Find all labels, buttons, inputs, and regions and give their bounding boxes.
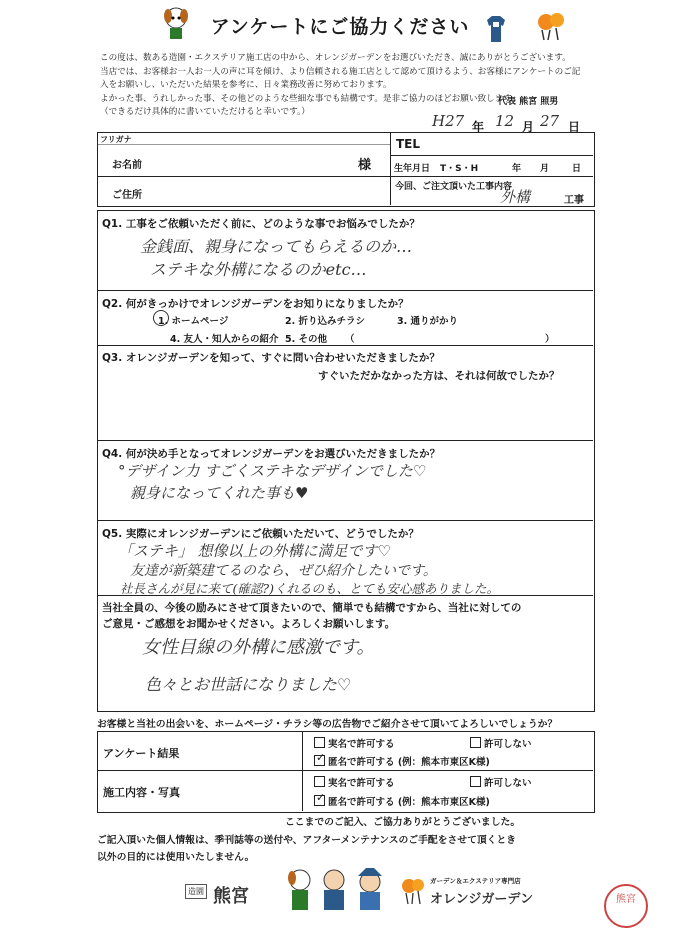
og-tagline: ガーデン＆エクステリア専門店	[430, 877, 521, 885]
intro-line: 当店では、お客様お一人お一人の声に耳を傾け、より信頼される施工店として認めて頂けるよう、お客様にアンケートのご記	[100, 66, 581, 77]
q3-sub: すぐいただかなかった方は、それは何故でしたか？	[318, 370, 560, 382]
q5-answer-line2: 友達が新築建てるのなら、ぜひ紹介したいです。	[130, 563, 437, 579]
kumamiya-small: 造園	[185, 884, 207, 899]
stamp-text: 熊宮	[616, 894, 636, 905]
checkbox-checked[interactable]	[314, 795, 325, 806]
consent-question: お客様と当社の出会いを、ホームページ・チラシ等の広告物でご紹介させて頂いてよろしいでしょうか？	[97, 719, 558, 730]
intro-line: （できるだけ具体的に書いていただけると幸いです。）	[100, 107, 310, 117]
q5-answer-line3: 社長さんが見に来て(確認?)くれるのも、とても安心感ありました。	[120, 581, 499, 596]
checkbox[interactable]	[470, 737, 481, 748]
date-era: H27	[432, 112, 465, 130]
birth-year: 年	[512, 164, 522, 174]
consent-row1-label: アンケート結果	[103, 747, 180, 760]
date-year-label: 年	[472, 120, 485, 134]
work-suffix: 工事	[564, 195, 584, 206]
q4-answer-line1: °デザイン力 すごくステキなデザインでした♡	[118, 462, 427, 480]
q2-option-5[interactable]: 5. その他	[285, 334, 328, 345]
date-day: 27	[540, 112, 560, 130]
og-name: オレンジガーデン	[430, 892, 534, 907]
checkbox-checked[interactable]	[314, 755, 325, 766]
signature: 代表 熊宮 照男	[498, 97, 559, 107]
q4-question: Q4. 何が決め手となってオレンジガーデンをお選びいただきましたか？	[102, 448, 441, 460]
row2-no-option[interactable]: 許可しない	[470, 775, 532, 789]
page-title: アンケートにご協力ください	[210, 16, 470, 38]
row1-real-option[interactable]: 実名で許可する	[314, 736, 395, 750]
row2-real-option[interactable]: 実名で許可する	[314, 775, 395, 789]
intro-line: この度は、数ある造園・エクステリア施工店の中から、オレンジガーデンをお選びいただき、誠にありがとうございます。	[100, 53, 571, 63]
q2-option-4[interactable]: 4. 友人・知人からの紹介	[170, 334, 279, 345]
q1-question: Q1. 工事をご依頼いただく前に、どのような事でお悩みでしたか？	[102, 218, 420, 230]
address-label: ご住所	[112, 190, 142, 201]
q2-other-open: （	[345, 334, 355, 345]
mascots-icon	[282, 866, 392, 916]
q6-answer-line1: 女性目線の外構に感激です。	[142, 637, 375, 658]
checkbox[interactable]	[314, 776, 325, 787]
address-field[interactable]	[160, 178, 385, 203]
q2-option-1[interactable]: 1. ホームページ	[158, 316, 229, 327]
q1-answer-line1: 金銭面、親身になってもらえるのか…	[140, 237, 413, 256]
birth-month: 月	[540, 164, 550, 174]
kumamiya-name: 熊宮	[213, 886, 249, 907]
tel-field[interactable]	[430, 134, 590, 154]
privacy-line2: 以外の目的には使用いたしません。	[97, 852, 255, 863]
intro-text	[100, 52, 620, 120]
date-month: 12	[495, 112, 515, 130]
q6-line1: 当社全員の、今後の励みにさせて頂きたいので、簡単でも結構ですから、当社に対しての	[102, 602, 522, 614]
q2-option-2[interactable]: 2. 折り込みチラシ	[285, 316, 366, 327]
orange-garden-logo	[400, 874, 540, 910]
q2-other-close: ）	[545, 334, 555, 345]
consent-row2-label: 施工内容・写真	[103, 786, 180, 799]
sama-label: 様	[358, 158, 372, 173]
intro-line: よかった事、うれしかった事、その他どのような些細な事でも結構です。是非ご協力のほどお願い致します。	[100, 93, 520, 104]
work-value: 外構	[500, 188, 531, 206]
q6-answer-line2: 色々とお世話になりました♡	[145, 675, 352, 694]
name-label: お名前	[112, 160, 142, 171]
q4-answer-line2: 親身になってくれた事も♥	[130, 484, 309, 502]
tel-label: TEL	[396, 137, 421, 151]
q5-question: Q5. 実際にオレンジガーデンにご依頼いただいて、どうでしたか？	[102, 528, 419, 540]
row1-no-option[interactable]: 許可しない	[470, 736, 532, 750]
seal-stamp	[604, 884, 648, 928]
q1-answer-line2: ステキな外構になるのかetc…	[150, 260, 367, 279]
date-day-label: 日	[568, 120, 581, 134]
q3-answer-area[interactable]	[100, 385, 590, 437]
q6-line2: ご意見・ご感想をお聞かせください。よろしくお願いします。	[102, 618, 396, 630]
work-label: 今回、ご注文頂いた工事内容	[395, 182, 513, 192]
birth-day: 日	[572, 164, 582, 174]
shirt-mascot-icon	[484, 14, 508, 44]
name-field[interactable]	[160, 146, 350, 174]
checkbox[interactable]	[314, 737, 325, 748]
privacy-line1: ご記入頂いた個人情報は、季刊誌等の送付や、アフターメンテナンスのご手配をさせて頂くとき	[97, 835, 517, 846]
q2-option-3[interactable]: 3. 通りがかり	[397, 316, 459, 327]
kumamiya-logo	[185, 880, 275, 908]
date-month-label: 月	[522, 120, 535, 134]
furigana-label: フリガナ	[100, 135, 132, 144]
birth-label: 生年月日	[394, 164, 431, 174]
row1-anon-option[interactable]: ✓匿名で許可する (例：熊本市東区K様)	[314, 754, 490, 768]
q5-answer-line1: 「ステキ」 想像以上の外構に満足です♡	[118, 542, 391, 560]
row2-anon-option[interactable]: ✓匿名で許可する (例：熊本市東区K様)	[314, 794, 490, 808]
q2-question: Q2. 何がきっかけでオレンジガーデンをお知りになりましたか？	[102, 298, 409, 310]
thanks-text: ここまでのご記入、ご協力ありがとうございました。	[285, 817, 521, 828]
birth-era: T・S・H	[440, 164, 479, 174]
orange-logo-icon	[534, 8, 568, 42]
checkbox[interactable]	[470, 776, 481, 787]
intro-line: 入をお願いし、いただいた結果を参考に、日々業務改善に努めております。	[100, 80, 392, 90]
q3-question: Q3. オレンジガーデンを知って、すぐに問い合わせいただきましたか？	[102, 352, 440, 364]
